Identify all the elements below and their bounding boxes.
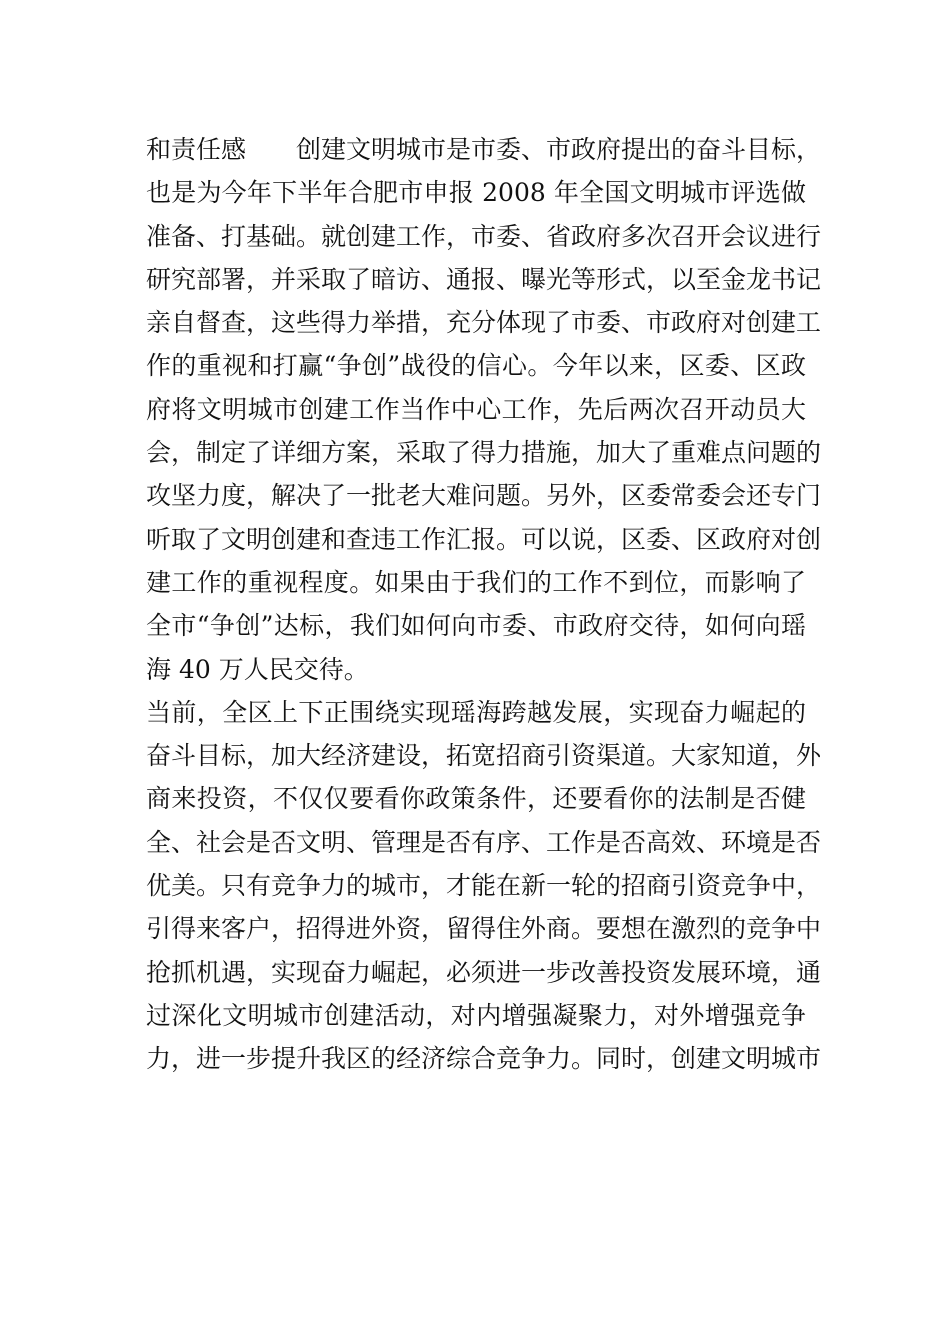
text-line: 全、社会是否文明、管理是否有序、工作是否高效、环境是否 — [146, 827, 822, 857]
text-line: 抢抓机遇，实现奋力崛起，必须进一步改善投资发展环境，通 — [146, 957, 822, 987]
text-line: 引得来客户，招得进外资，留得住外商。要想在激烈的竞争中 — [146, 914, 822, 944]
text-line: 过深化文明城市创建活动，对内增强凝聚力，对外增强竞争 — [146, 1000, 806, 1030]
text-line: 准备、打基础。就创建工作，市委、省政府多次召开会议进行 — [146, 221, 822, 251]
text-line: 当前，全区上下正围绕实现瑶海跨越发展，实现奋力崛起的 — [146, 697, 806, 727]
text-line: 力，进一步提升我区的经济综合竞争力。同时，创建文明城市 — [146, 1044, 822, 1074]
body-text — [146, 128, 822, 1081]
text-line: 也是为今年下半年合肥市申报 2008 年全国文明城市评选做 — [146, 178, 806, 208]
text-line: 府将文明城市创建工作当作中心工作，先后两次召开动员大 — [146, 394, 806, 424]
text-line: 奋斗目标，加大经济建设，拓宽招商引资渠道。大家知道，外 — [146, 741, 822, 771]
text-line: 优美。只有竞争力的城市，才能在新一轮的招商引资竞争中， — [146, 871, 822, 901]
text-line: 全市“争创”达标，我们如何向市委、市政府交待，如何向瑶 — [146, 611, 806, 641]
text-line: 亲自督查，这些得力举措，充分体现了市委、市政府对创建工 — [146, 308, 822, 338]
text-line: 攻坚力度，解决了一批老大难问题。另外，区委常委会还专门 — [146, 481, 822, 511]
text-line: 会，制定了详细方案，采取了得力措施，加大了重难点问题的 — [146, 438, 822, 468]
text-line: 商来投资，不仅仅要看你政策条件，还要看你的法制是否健 — [146, 784, 806, 814]
text-line: 海 40 万人民交待。 — [146, 654, 369, 684]
text-line: 和责任感 创建文明城市是市委、市政府提出的奋斗目标， — [146, 135, 822, 164]
text-line: 作的重视和打赢“争创”战役的信心。今年以来，区委、区政 — [146, 351, 806, 381]
text-line: 建工作的重视程度。如果由于我们的工作不到位，而影响了 — [146, 567, 806, 597]
text-line: 听取了文明创建和查违工作汇报。可以说，区委、区政府对创 — [146, 524, 822, 554]
text-line: 研究部署，并采取了暗访、通报、曝光等形式，以至金龙书记 — [146, 264, 822, 294]
